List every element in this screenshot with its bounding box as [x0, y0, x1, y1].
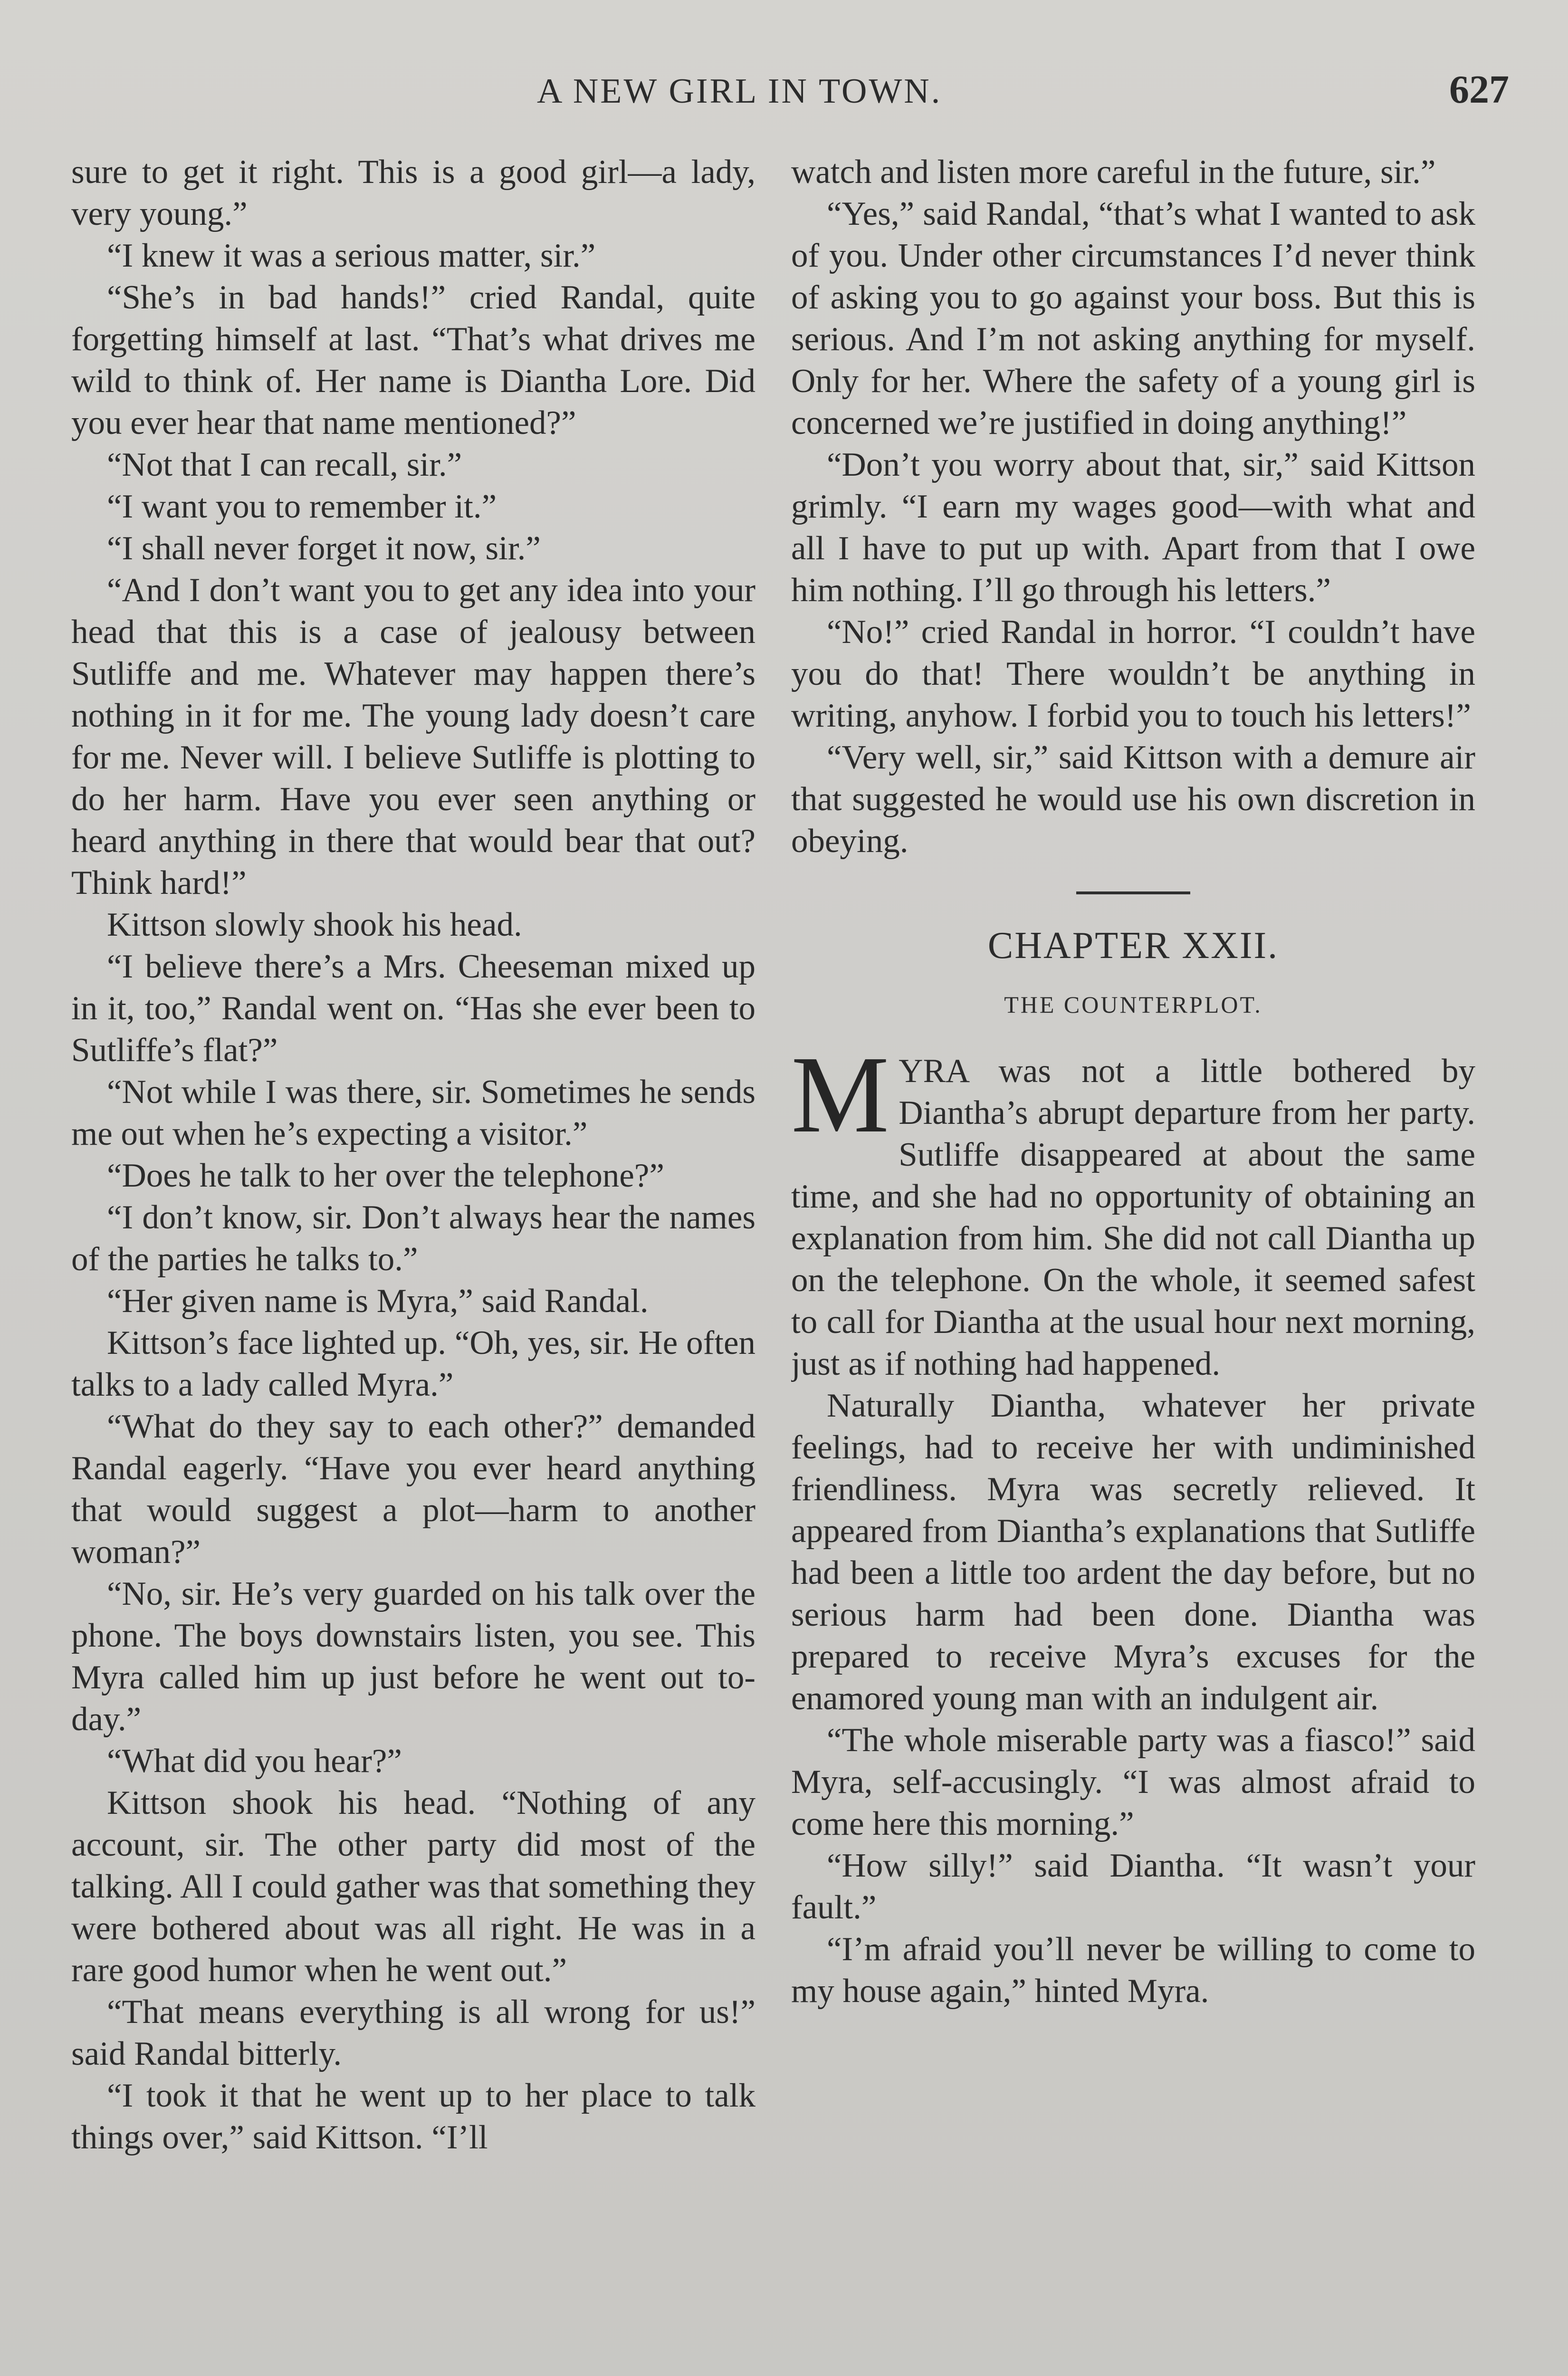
paragraph: “I took it that he went up to her place to talk things over,” said Kittson. “I’ll [71, 2077, 755, 2156]
paragraph: “I believe there’s a Mrs. Cheeseman mixed up in it, too,” Randal went on. “Has she ever been to Sutliffe’s flat?” [71, 948, 755, 1069]
paragraph: “No, sir. He’s very guarded on his talk over the phone. The boys downstairs listen, you see. This Myra called him up just before he went out to-day.” [71, 1575, 755, 1738]
chapter-title: CHAPTER XXII. [987, 925, 1279, 967]
paragraph: “What do they say to each other?” demanded Randal eagerly. “Have you ever heard anything that would suggest a plot—harm to another woman?” [71, 1408, 755, 1571]
chapter-opening-paragraph [791, 1050, 1475, 1385]
paragraph: “What did you hear?” [107, 1743, 402, 1780]
right-column [791, 151, 1475, 2012]
paragraph: “I want you to remember it.” [107, 488, 497, 525]
paragraph: watch and listen more careful in the future, sir.” [791, 153, 1436, 191]
paragraph: “Not that I can recall, sir.” [107, 446, 462, 483]
paragraph: “Her given name is Myra,” said Randal. [107, 1283, 649, 1320]
paragraph: “Very well, sir,” said Kittson with a demure air that suggested he would use his own discretion in obeying. [791, 739, 1475, 860]
left-column [71, 151, 755, 2158]
paragraph: “That means everything is all wrong for us!” said Randal bitterly. [71, 1993, 755, 2072]
page-number: 627 [1449, 67, 1509, 112]
paragraph: “The whole miserable party was a fiasco!” said Myra, self-accusingly. “I was almost afraid to come here this morning.” [791, 1722, 1475, 1842]
paragraph: Naturally Diantha, whatever her private feelings, had to receive her with undiminished friendliness. Myra was secretly relieved. It appeared from Diantha’s explanations that Sutliffe had been a little too ardent the day before, but no serious harm had been done. Diantha was prepared to receive Myra’s excuses for the enamored young man with an indulgent air. [791, 1387, 1475, 1717]
opening-paragraph-text: YRA was not a little bothered by Diantha’s abrupt departure from her party. Sutliffe disappeared at about the same time, and she had no opportunity of obtaining an explanation from him. She did not call Diantha up on the telephone. On the whole, it seemed safest to call for Diantha at the usual hour next morning, just as if nothing had happened. [791, 1053, 1475, 1382]
paragraph: “I don’t know, sir. Don’t always hear the names of the parties he talks to.” [71, 1199, 755, 1278]
paragraph: “I shall never forget it now, sir.” [107, 530, 541, 567]
paragraph: Kittson’s face lighted up. “Oh, yes, sir. He often talks to a lady called Myra.” [71, 1324, 755, 1403]
paragraph: “I’m afraid you’ll never be willing to come to my house again,” hinted Myra. [791, 1931, 1475, 2010]
running-head: A NEW GIRL IN TOWN. [537, 72, 942, 111]
chapter-subtitle: THE COUNTERPLOT. [1004, 991, 1262, 1018]
paragraph: “How silly!” said Diantha. “It wasn’t your fault.” [791, 1847, 1475, 1926]
paragraph: Kittson slowly shook his head. [107, 906, 522, 943]
paragraph: “Not while I was there, sir. Sometimes he sends me out when he’s expecting a visitor.” [71, 1073, 755, 1152]
paragraph: “Does he talk to her over the telephone?” [107, 1157, 664, 1194]
paragraph: “No!” cried Randal in horror. “I couldn’t have you do that! There wouldn’t be anything in writing, anyhow. I forbid you to touch his letters!” [791, 613, 1475, 734]
paragraph: sure to get it right. This is a good girl—a lady, very young.” [71, 153, 755, 232]
paragraph: “Yes,” said Randal, “that’s what I wanted to ask of you. Under other circumstances I’d never think of asking you to go against your boss. But this is serious. And I’m not asking anything for myself. Only for her. Where the safety of a young girl is concerned we’re justified in doing anything!” [791, 195, 1475, 441]
section-divider [1076, 891, 1190, 894]
drop-cap: M [791, 1050, 889, 1156]
paragraph: Kittson shook his head. “Nothing of any account, sir. The other party did most of the talking. All I could gather was that something they were bothered about was all right. He was in a rare good humor when he went out.” [71, 1784, 755, 1989]
paragraph: “I knew it was a serious matter, sir.” [107, 237, 596, 274]
paragraph: “And I don’t want you to get any idea into your head that this is a case of jealousy between Sutliffe and me. Whatever may happen there’s nothing in it for me. The young lady doesn’t care for me. Never will. I believe Sutliffe is plotting to do her harm. Have you ever seen anything or heard anything in there that would bear that out? Think hard!” [71, 572, 755, 901]
paragraph: “Don’t you worry about that, sir,” said Kittson grimly. “I earn my wages good—with what and all I have to put up with. Apart from that I owe him nothing. I’ll go through his letters.” [791, 446, 1475, 609]
paragraph: “She’s in bad hands!” cried Randal, quite forgetting himself at last. “That’s what drives me wild to think of. Her name is Diantha Lore. Did you ever hear that name mentioned?” [71, 279, 755, 441]
